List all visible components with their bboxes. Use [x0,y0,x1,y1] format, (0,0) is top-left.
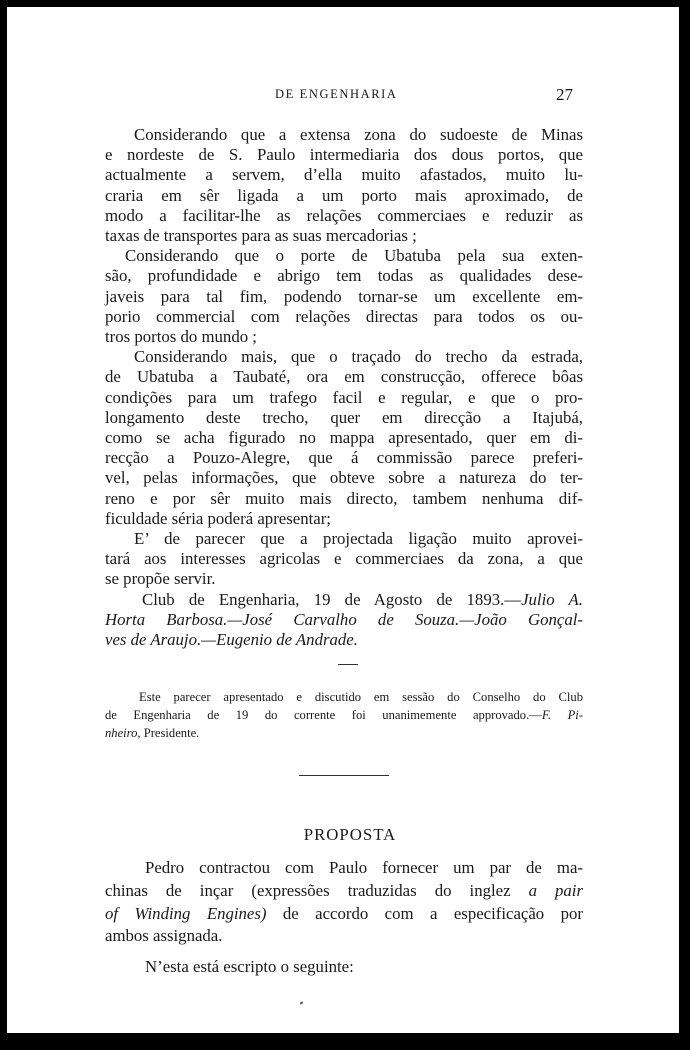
book-page [7,7,679,1033]
text-line: Considerando que o porte de Ubatuba pela sua exten- [125,246,583,266]
text-line: são, profundidade e abrigo tem todas as qualidades dese- [105,266,583,286]
text-line: vel, pelas informações, que obteve sobre a natureza do ter- [105,468,583,488]
text-segment: de accordo com a especificação por [266,903,583,923]
parecer-text [105,125,583,650]
page-number: 27 [556,85,573,104]
text-line [105,903,583,926]
note-role: Presidente. [140,726,200,740]
text-line: e nordeste de S. Paulo intermediaria dos dous portos, que [105,145,583,165]
english-term: of Winding Engines) [105,903,267,923]
text-line: de Ubatuba a Taubaté, ora em construcção, offerece bôas [105,367,583,387]
signature-name: Julio A. [521,589,583,609]
text-line: ambos assignada. [105,926,223,946]
text-line: ficuldade séria poderá apresentar; [105,508,331,528]
text-line: reno e por sêr muito mais directo, tambem nenhuma dif- [105,488,583,508]
running-head [7,85,679,105]
note-line: Este parecer apresentado e discutido em sessão do Conselho do Club [139,690,583,704]
text-line: longamento deste trecho, quer em direcção a Itajubá, [105,407,583,427]
text-line: tará aos interesses agricolas e commerciaes da zona, a que [105,549,583,569]
text-line [105,880,583,903]
proposta-text [105,857,583,979]
text-segment: chinas de inçar (expressões traduzidas do inglez [105,880,529,900]
section-heading: PROPOSTA [303,825,397,844]
text-line: condições para um trafego facil e regular, e que o pro- [105,387,583,407]
section-divider [299,775,389,776]
text-line: como se acha figurado no mappa apresentado, quer em di- [105,428,583,448]
text-line: Considerando que a extensa zona do sudoeste de Minas [134,125,583,144]
note-line [105,724,583,742]
note-signer: nheiro, [105,726,141,740]
text-line: craria em sêr ligada a um porto mais aproximado, de [105,185,583,205]
text-line: recção a Pouzo-Alegre, que á commissão parece preferi- [105,448,583,468]
note-text: de Engenharia de 19 do corrente foi unanimemente approvado.— [105,708,542,722]
text-line: taxas de transportes para as suas mercadorias ; [105,226,417,246]
note-line [105,706,583,724]
note-signer: F. Pi- [541,708,583,722]
text-line: se propõe servir. [105,569,216,589]
short-divider [338,664,358,665]
signature-names: Horta Barbosa.—José Carvalho de Souza.—João Gonçal- [105,609,583,629]
text-line: tros portos do mundo ; [105,327,257,347]
text-line: porio commercial com relações directas para todos os ou- [105,306,583,326]
signature-line [105,590,583,610]
text-line: Considerando mais, que o traçado do trecho da estrada, [134,347,583,367]
text-line: E’ de parecer que a projectada ligação muito aprovei- [134,529,583,549]
text-line: Pedro contractou com Paulo fornecer um par de ma- [145,858,583,877]
signature-names: ves de Araujo.—Eugenio de Andrade. [105,630,358,650]
signature-place-date: Club de Engenharia, 19 de Agosto de 1893.— [142,589,522,609]
text-line: N’esta está escripto o seguinte: [145,957,354,977]
council-note [105,688,583,742]
running-title: DE ENGENHARIA [275,87,398,101]
text-line: modo a facilitar-lhe as relações commerciaes e reduzir as [105,205,583,225]
ink-speck [300,1001,304,1004]
english-term: a pair [528,880,583,900]
text-line: javeis para tal fim, podendo tornar-se um excellente em- [105,286,583,306]
text-line: actualmente a servem, d’ella muito afastados, muito lu- [105,165,583,185]
